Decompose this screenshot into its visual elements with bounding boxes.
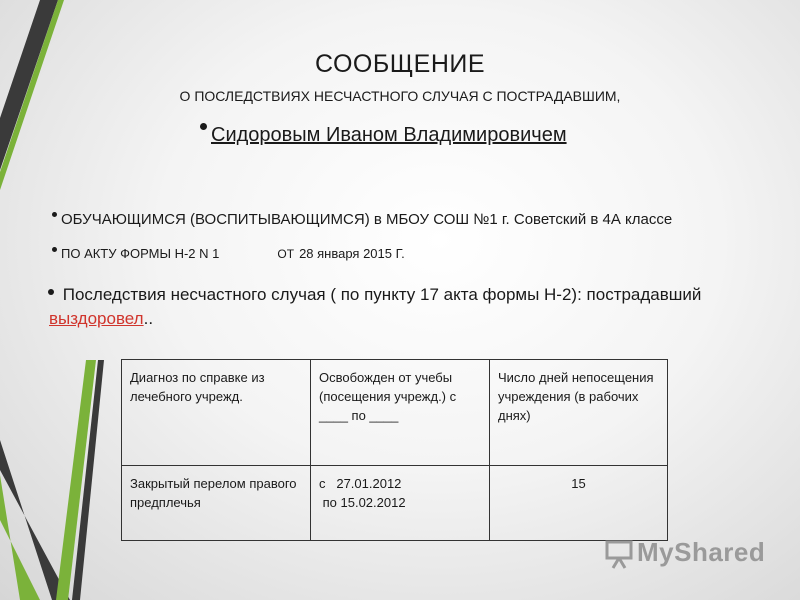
header-diagnosis: Диагноз по справке из лечебного учрежд. [122, 360, 311, 466]
table-row [122, 466, 668, 541]
student-line [52, 211, 672, 228]
victim-name: Сидоровым Иваном Владимировичем [211, 124, 567, 146]
table-header-row [122, 360, 668, 466]
act-ot: ОТ [277, 247, 295, 261]
page-subtitle: О ПОСЛЕДСТВИЯХ НЕСЧАСТНОГО СЛУЧАЯ С ПОСТРАДАВШИМ, [179, 88, 621, 104]
victim-name-line [200, 124, 567, 147]
bullet-icon [52, 212, 57, 217]
cell-days: 15 [490, 466, 668, 541]
bullet-icon [52, 247, 57, 252]
outcome-text: выздоровел [49, 309, 144, 328]
cell-date-from: с 27.01.2012 [319, 476, 402, 491]
header-days: Число дней непосещения учреждения (в рабочих днях) [490, 360, 668, 466]
header-exempt: Освобожден от учебы (посещения учрежд.) с ____ по ____ [311, 360, 490, 466]
outcome-tail: .. [143, 309, 154, 328]
page-title: СООБЩЕНИЕ [314, 50, 486, 78]
watermark-text: MyShared [637, 537, 766, 567]
bullet-icon [48, 289, 54, 295]
consequences-line [48, 283, 768, 331]
act-label: ПО АКТУ ФОРМЫ Н-2 N 1 [61, 246, 220, 261]
medical-table [121, 359, 668, 541]
cell-dates [311, 466, 490, 541]
act-date: 28 января 2015 Г. [299, 246, 405, 261]
act-line [52, 246, 405, 261]
cell-diagnosis: Закрытый перелом правого предплечья [122, 466, 311, 541]
projector-icon [605, 539, 633, 569]
bullet-icon [200, 123, 207, 130]
cell-date-to: по 15.02.2012 [319, 495, 406, 510]
student-text: ОБУЧАЮЩИМСЯ (ВОСПИТЫВАЮЩИМСЯ) в МБОУ СОШ №1 г. Советский в 4А классе [61, 211, 673, 228]
watermark-logo [605, 537, 765, 569]
consequences-text: Последствия несчастного случая ( по пункту 17 акта формы Н-2): пострадавший [62, 285, 702, 304]
